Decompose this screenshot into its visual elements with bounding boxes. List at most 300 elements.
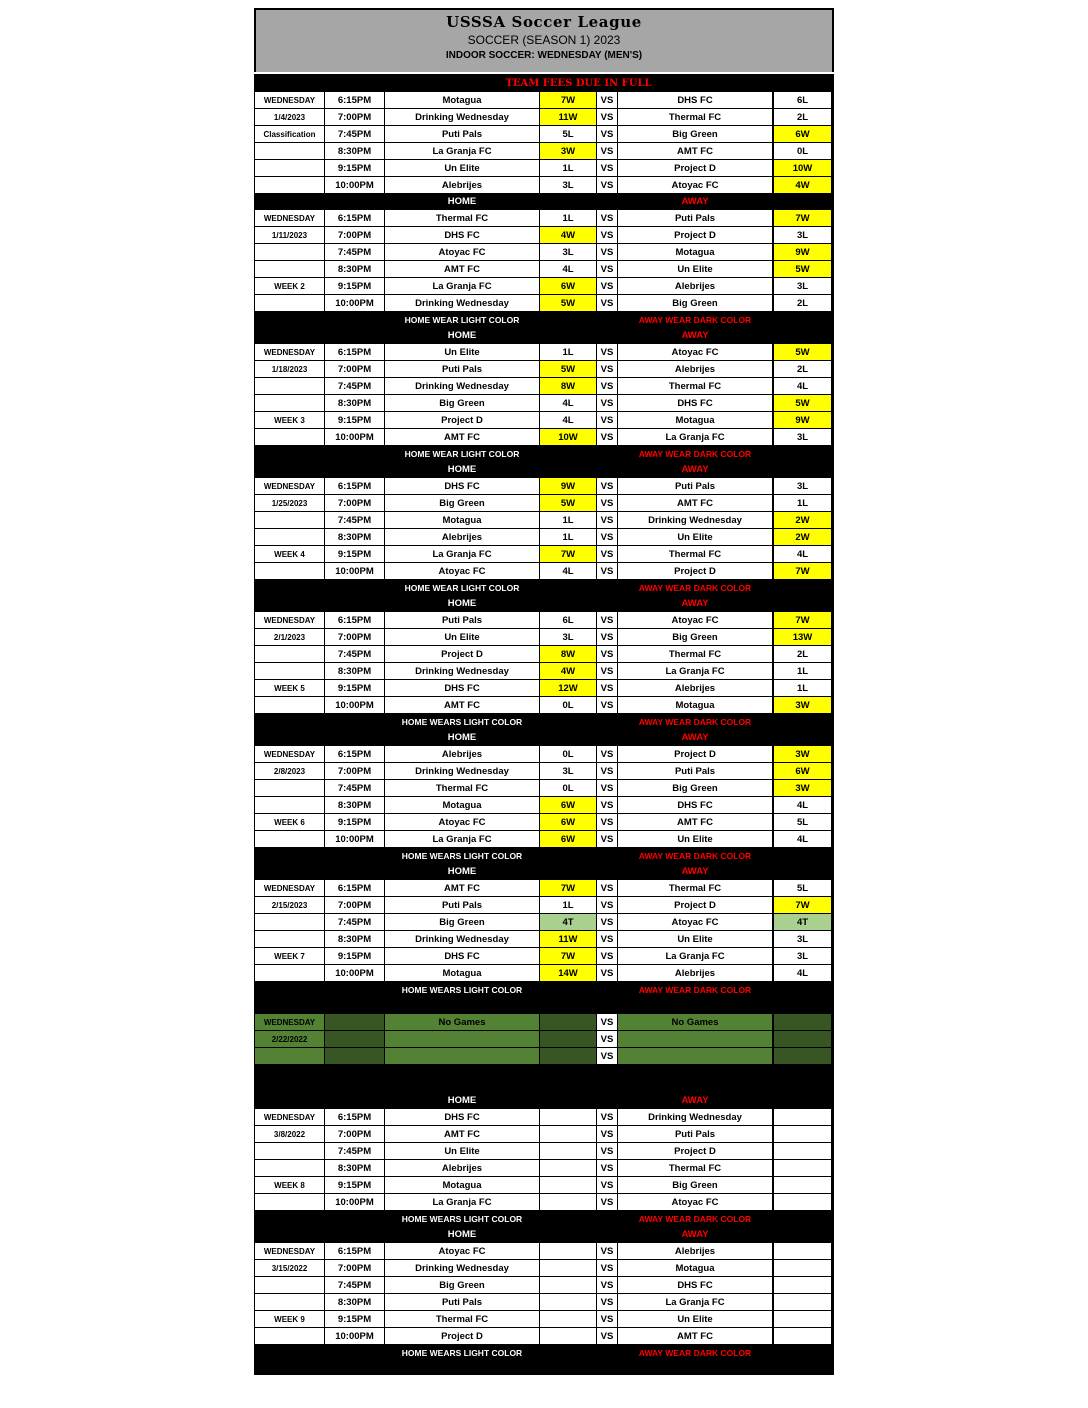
home-team: Atoyac FC (385, 1243, 539, 1259)
away-team: Un Elite (618, 529, 772, 545)
week-label: WEEK 3 (255, 412, 324, 428)
home-team: DHS FC (385, 680, 539, 696)
match-date: 3/8/2022 (255, 1126, 324, 1142)
vs-label: VS (597, 763, 617, 779)
time-blank (325, 1048, 384, 1064)
away-score: 3L (774, 478, 831, 494)
vs-label: VS (597, 109, 617, 125)
home-score: 6W (540, 797, 596, 813)
game-time: 7:45PM (325, 1143, 384, 1159)
away-team: DHS FC (618, 797, 772, 813)
away-team: Motagua (618, 412, 772, 428)
home-score: 4L (540, 412, 596, 428)
game-row (254, 1143, 834, 1160)
away-team: Project D (618, 160, 772, 176)
home-away-header-away: AWAY (681, 732, 709, 743)
vs-label: VS (597, 495, 617, 511)
away-score (774, 1243, 831, 1259)
vs-label: VS (597, 1328, 617, 1344)
game-time: 7:45PM (325, 126, 384, 142)
home-away-header-away: AWAY (681, 1229, 709, 1240)
away-score: 9W (774, 412, 831, 428)
game-row (254, 1328, 834, 1345)
away-team: AMT FC (618, 814, 772, 830)
away-score: 4L (774, 797, 831, 813)
home-score (540, 1109, 596, 1125)
away-score: 10W (774, 160, 831, 176)
away-team: Atoyac FC (618, 1194, 772, 1210)
match-day: WEDNESDAY (255, 746, 324, 762)
away-score: 5W (774, 344, 831, 360)
away-team: Atoyac FC (618, 914, 772, 930)
season-title: SOCCER (SEASON 1) 2023 (467, 33, 621, 47)
day-cell-blank (255, 663, 324, 679)
away-score: 1L (774, 495, 831, 511)
game-time: 9:15PM (325, 948, 384, 964)
week-label: WEEK 2 (255, 278, 324, 294)
game-row (254, 1160, 834, 1177)
away-team: Project D (618, 897, 772, 913)
game-row (254, 478, 834, 495)
away-score: 9W (774, 244, 831, 260)
game-time: 10:00PM (325, 1194, 384, 1210)
game-row (254, 1277, 834, 1294)
away-score (774, 1277, 831, 1293)
game-row (254, 1243, 834, 1260)
vs-label: VS (597, 126, 617, 142)
uniform-note-home: HOME WEAR LIGHT COLOR (404, 449, 520, 459)
game-time: 9:15PM (325, 814, 384, 830)
away-team: Alebrijes (618, 361, 772, 377)
home-score (540, 1260, 596, 1276)
game-time: 9:15PM (325, 1311, 384, 1327)
vs-label: VS (597, 780, 617, 796)
home-away-header-home: HOME (447, 196, 477, 207)
away-score: 0L (774, 143, 831, 159)
uniform-note (254, 1211, 834, 1227)
away-team: Project D (618, 563, 772, 579)
away-score: 2W (774, 529, 831, 545)
away-score: 4L (774, 831, 831, 847)
away-score: 5L (774, 880, 831, 896)
home-score: 5W (540, 361, 596, 377)
away-team: AMT FC (618, 143, 772, 159)
away-team: Project D (618, 746, 772, 762)
game-time: 9:15PM (325, 1177, 384, 1193)
away-team: Alebrijes (618, 680, 772, 696)
game-time: 7:45PM (325, 244, 384, 260)
home-score (540, 1328, 596, 1344)
game-time: 6:15PM (325, 210, 384, 226)
game-row (254, 563, 834, 580)
home-team: DHS FC (385, 1109, 539, 1125)
match-date: 2/8/2023 (255, 763, 324, 779)
away-score: 3L (774, 931, 831, 947)
uniform-note-away: AWAY WEAR DARK COLOR (638, 1348, 752, 1358)
home-away-header-home: HOME (447, 732, 477, 743)
vs-label: VS (597, 880, 617, 896)
vs-label: VS (597, 210, 617, 226)
day-cell-blank (255, 429, 324, 445)
match-date: 2/1/2023 (255, 629, 324, 645)
home-score: 4T (540, 914, 596, 930)
home-score: 5W (540, 295, 596, 311)
vs-label: VS (597, 746, 617, 762)
day-cell-blank (255, 1194, 324, 1210)
away-team: Puti Pals (618, 478, 772, 494)
day-cell-blank (255, 1277, 324, 1293)
away-score: 2L (774, 646, 831, 662)
home-away-header (254, 1227, 834, 1243)
uniform-note (254, 580, 834, 596)
home-score: 4W (540, 663, 596, 679)
away-team: DHS FC (618, 1277, 772, 1293)
home-score (540, 1194, 596, 1210)
vs-label: VS (597, 646, 617, 662)
vs-label: VS (597, 344, 617, 360)
vs-label: VS (597, 529, 617, 545)
uniform-note (254, 982, 834, 998)
home-team: Puti Pals (385, 126, 539, 142)
away-team: Thermal FC (618, 109, 772, 125)
away-score: 3L (774, 227, 831, 243)
game-row (254, 780, 834, 797)
away-team: AMT FC (618, 1328, 772, 1344)
home-team: Un Elite (385, 344, 539, 360)
home-team: AMT FC (385, 1126, 539, 1142)
game-row (254, 763, 834, 780)
uniform-note-away: AWAY WEAR DARK COLOR (638, 315, 752, 325)
home-team (385, 1031, 539, 1047)
home-team: DHS FC (385, 948, 539, 964)
schedule-table (254, 74, 834, 1375)
match-date: 2/15/2023 (255, 897, 324, 913)
game-time: 9:15PM (325, 278, 384, 294)
game-time: 7:00PM (325, 109, 384, 125)
home-away-header-home: HOME (447, 866, 477, 877)
game-time: 7:00PM (325, 1260, 384, 1276)
fees-notice: TEAM FEES DUE IN FULL (505, 78, 652, 89)
away-team: Atoyac FC (618, 344, 772, 360)
away-team: Motagua (618, 697, 772, 713)
game-row (254, 1194, 834, 1211)
game-time: 7:45PM (325, 1277, 384, 1293)
game-row (254, 395, 834, 412)
home-team: Project D (385, 412, 539, 428)
game-time: 7:45PM (325, 378, 384, 394)
game-row (254, 948, 834, 965)
match-day: WEDNESDAY (255, 880, 324, 896)
home-score: 4W (540, 227, 596, 243)
vs-label: VS (597, 931, 617, 947)
away-score: 2L (774, 295, 831, 311)
home-score: 4L (540, 395, 596, 411)
week-label: WEEK 7 (255, 948, 324, 964)
home-score: 1L (540, 512, 596, 528)
home-team: Puti Pals (385, 361, 539, 377)
home-team (385, 1048, 539, 1064)
home-team: Un Elite (385, 1143, 539, 1159)
game-time: 9:15PM (325, 160, 384, 176)
home-team: Atoyac FC (385, 814, 539, 830)
home-away-header-away: AWAY (681, 1095, 709, 1106)
home-away-header (254, 462, 834, 478)
game-time: 7:00PM (325, 897, 384, 913)
vs-label: VS (597, 1048, 617, 1064)
day-cell-blank (255, 177, 324, 193)
game-time: 10:00PM (325, 965, 384, 981)
game-row (254, 646, 834, 663)
home-score: 0L (540, 780, 596, 796)
away-team: La Granja FC (618, 1294, 772, 1310)
game-row (254, 831, 834, 848)
game-row (254, 1260, 834, 1277)
schedule-header (254, 8, 834, 72)
vs-label: VS (597, 1311, 617, 1327)
home-away-header (254, 328, 834, 344)
game-time: 8:30PM (325, 395, 384, 411)
game-time: 6:15PM (325, 612, 384, 628)
away-team: Project D (618, 227, 772, 243)
vs-label: VS (597, 1294, 617, 1310)
away-score: 3W (774, 746, 831, 762)
week-label: WEEK 5 (255, 680, 324, 696)
game-time: 10:00PM (325, 1328, 384, 1344)
vs-label: VS (597, 1160, 617, 1176)
uniform-note (254, 312, 834, 328)
game-time: 8:30PM (325, 1160, 384, 1176)
home-away-header-home: HOME (447, 1095, 477, 1106)
match-date: 1/4/2023 (255, 109, 324, 125)
home-score: 7W (540, 92, 596, 108)
game-time: 10:00PM (325, 177, 384, 193)
vs-label: VS (597, 1243, 617, 1259)
home-team: Drinking Wednesday (385, 295, 539, 311)
home-score: 6W (540, 814, 596, 830)
away-score (774, 1109, 831, 1125)
division-title: INDOOR SOCCER: WEDNESDAY (MEN'S) (445, 50, 643, 61)
vs-label: VS (597, 1014, 617, 1030)
home-score (540, 1177, 596, 1193)
home-score (540, 1243, 596, 1259)
home-team: Drinking Wednesday (385, 763, 539, 779)
match-day: WEDNESDAY (255, 344, 324, 360)
home-away-header-away: AWAY (681, 866, 709, 877)
away-score: 4L (774, 546, 831, 562)
home-team: Motagua (385, 512, 539, 528)
home-team: Big Green (385, 395, 539, 411)
home-score: 3L (540, 763, 596, 779)
home-score (540, 1143, 596, 1159)
day-cell-blank (255, 261, 324, 277)
week-label: Classification (255, 126, 324, 142)
match-day: WEDNESDAY (255, 1243, 324, 1259)
game-row (254, 680, 834, 697)
away-score: 2L (774, 109, 831, 125)
vs-label: VS (597, 395, 617, 411)
away-score: 3L (774, 429, 831, 445)
away-team: Big Green (618, 780, 772, 796)
uniform-note (254, 1345, 834, 1361)
home-team: Project D (385, 646, 539, 662)
away-team: Motagua (618, 244, 772, 260)
away-score: 4L (774, 965, 831, 981)
away-team: DHS FC (618, 92, 772, 108)
game-row (254, 880, 834, 897)
home-score (540, 1126, 596, 1142)
vs-label: VS (597, 361, 617, 377)
day-cell-blank (255, 1048, 324, 1064)
home-team: Alebrijes (385, 529, 539, 545)
away-score (774, 1160, 831, 1176)
day-cell-blank (255, 697, 324, 713)
uniform-note-home: HOME WEARS LIGHT COLOR (401, 851, 523, 861)
day-cell-blank (255, 143, 324, 159)
home-team: Thermal FC (385, 210, 539, 226)
game-row (254, 897, 834, 914)
vs-label: VS (597, 295, 617, 311)
game-row (254, 914, 834, 931)
day-cell-blank (255, 831, 324, 847)
home-team: Drinking Wednesday (385, 109, 539, 125)
vs-label: VS (597, 697, 617, 713)
home-score: 11W (540, 109, 596, 125)
vs-label: VS (597, 831, 617, 847)
game-time: 7:45PM (325, 512, 384, 528)
break-row (254, 1031, 834, 1048)
home-team: Puti Pals (385, 1294, 539, 1310)
league-title: USSSA Soccer League (446, 13, 642, 31)
away-team: Big Green (618, 295, 772, 311)
game-row (254, 378, 834, 395)
away-score (774, 1126, 831, 1142)
home-team: DHS FC (385, 227, 539, 243)
away-score: 6W (774, 763, 831, 779)
away-team: Puti Pals (618, 210, 772, 226)
uniform-note-home: HOME WEARS LIGHT COLOR (401, 1214, 523, 1224)
day-cell-blank (255, 780, 324, 796)
home-score: 6W (540, 831, 596, 847)
game-time: 8:30PM (325, 663, 384, 679)
game-time: 7:00PM (325, 629, 384, 645)
game-row (254, 612, 834, 629)
day-cell-blank (255, 295, 324, 311)
away-score: 4L (774, 378, 831, 394)
game-time: 9:15PM (325, 680, 384, 696)
away-team: Atoyac FC (618, 612, 772, 628)
away-team: La Granja FC (618, 663, 772, 679)
day-cell-blank (255, 244, 324, 260)
away-score: 3W (774, 697, 831, 713)
home-team: Alebrijes (385, 177, 539, 193)
match-day: WEDNESDAY (255, 612, 324, 628)
vs-label: VS (597, 680, 617, 696)
away-score (774, 1048, 831, 1064)
week-label: WEEK 9 (255, 1311, 324, 1327)
home-team: Big Green (385, 1277, 539, 1293)
away-team: La Granja FC (618, 429, 772, 445)
game-row (254, 1294, 834, 1311)
uniform-note-away: AWAY WEAR DARK COLOR (638, 583, 752, 593)
away-score: 4W (774, 177, 831, 193)
home-team: Alebrijes (385, 746, 539, 762)
away-team: Thermal FC (618, 880, 772, 896)
home-score: 1L (540, 210, 596, 226)
home-score (540, 1294, 596, 1310)
game-row (254, 663, 834, 680)
home-team: La Granja FC (385, 1194, 539, 1210)
game-row (254, 746, 834, 763)
match-day: WEDNESDAY (255, 478, 324, 494)
home-team: Atoyac FC (385, 244, 539, 260)
home-team: Project D (385, 1328, 539, 1344)
uniform-note-away: AWAY WEAR DARK COLOR (638, 851, 752, 861)
home-score: 7W (540, 948, 596, 964)
vs-label: VS (597, 663, 617, 679)
away-score: 7W (774, 210, 831, 226)
away-team: Un Elite (618, 1311, 772, 1327)
away-score (774, 1328, 831, 1344)
day-cell-blank (255, 1294, 324, 1310)
away-score (774, 1031, 831, 1047)
away-score (774, 1194, 831, 1210)
home-team: La Granja FC (385, 831, 539, 847)
game-time: 10:00PM (325, 831, 384, 847)
game-row (254, 814, 834, 831)
vs-label: VS (597, 1143, 617, 1159)
home-team: DHS FC (385, 478, 539, 494)
break-row (254, 1014, 834, 1031)
vs-label: VS (597, 160, 617, 176)
game-time: 8:30PM (325, 143, 384, 159)
day-cell-blank (255, 1160, 324, 1176)
game-row (254, 160, 834, 177)
away-team (618, 1048, 772, 1064)
home-score: 0L (540, 697, 596, 713)
home-score: 3L (540, 244, 596, 260)
vs-label: VS (597, 378, 617, 394)
vs-label: VS (597, 897, 617, 913)
vs-label: VS (597, 1277, 617, 1293)
game-row (254, 629, 834, 646)
vs-label: VS (597, 1177, 617, 1193)
home-team: No Games (385, 1014, 539, 1030)
match-day: WEDNESDAY (255, 1109, 324, 1125)
vs-label: VS (597, 1031, 617, 1047)
away-score (774, 1014, 831, 1030)
game-row (254, 965, 834, 982)
game-time: 10:00PM (325, 697, 384, 713)
uniform-note-home: HOME WEARS LIGHT COLOR (401, 985, 523, 995)
game-row (254, 344, 834, 361)
away-score: 3L (774, 948, 831, 964)
home-score (540, 1277, 596, 1293)
home-team: La Granja FC (385, 278, 539, 294)
vs-label: VS (597, 412, 617, 428)
game-time: 7:45PM (325, 780, 384, 796)
game-time: 8:30PM (325, 797, 384, 813)
home-team: Big Green (385, 495, 539, 511)
game-time: 7:45PM (325, 914, 384, 930)
away-score (774, 1260, 831, 1276)
uniform-note-home: HOME WEARS LIGHT COLOR (401, 717, 523, 727)
home-team: Drinking Wednesday (385, 931, 539, 947)
away-team: Motagua (618, 1260, 772, 1276)
away-team: Alebrijes (618, 1243, 772, 1259)
game-row (254, 529, 834, 546)
game-row (254, 1311, 834, 1328)
game-row (254, 1177, 834, 1194)
